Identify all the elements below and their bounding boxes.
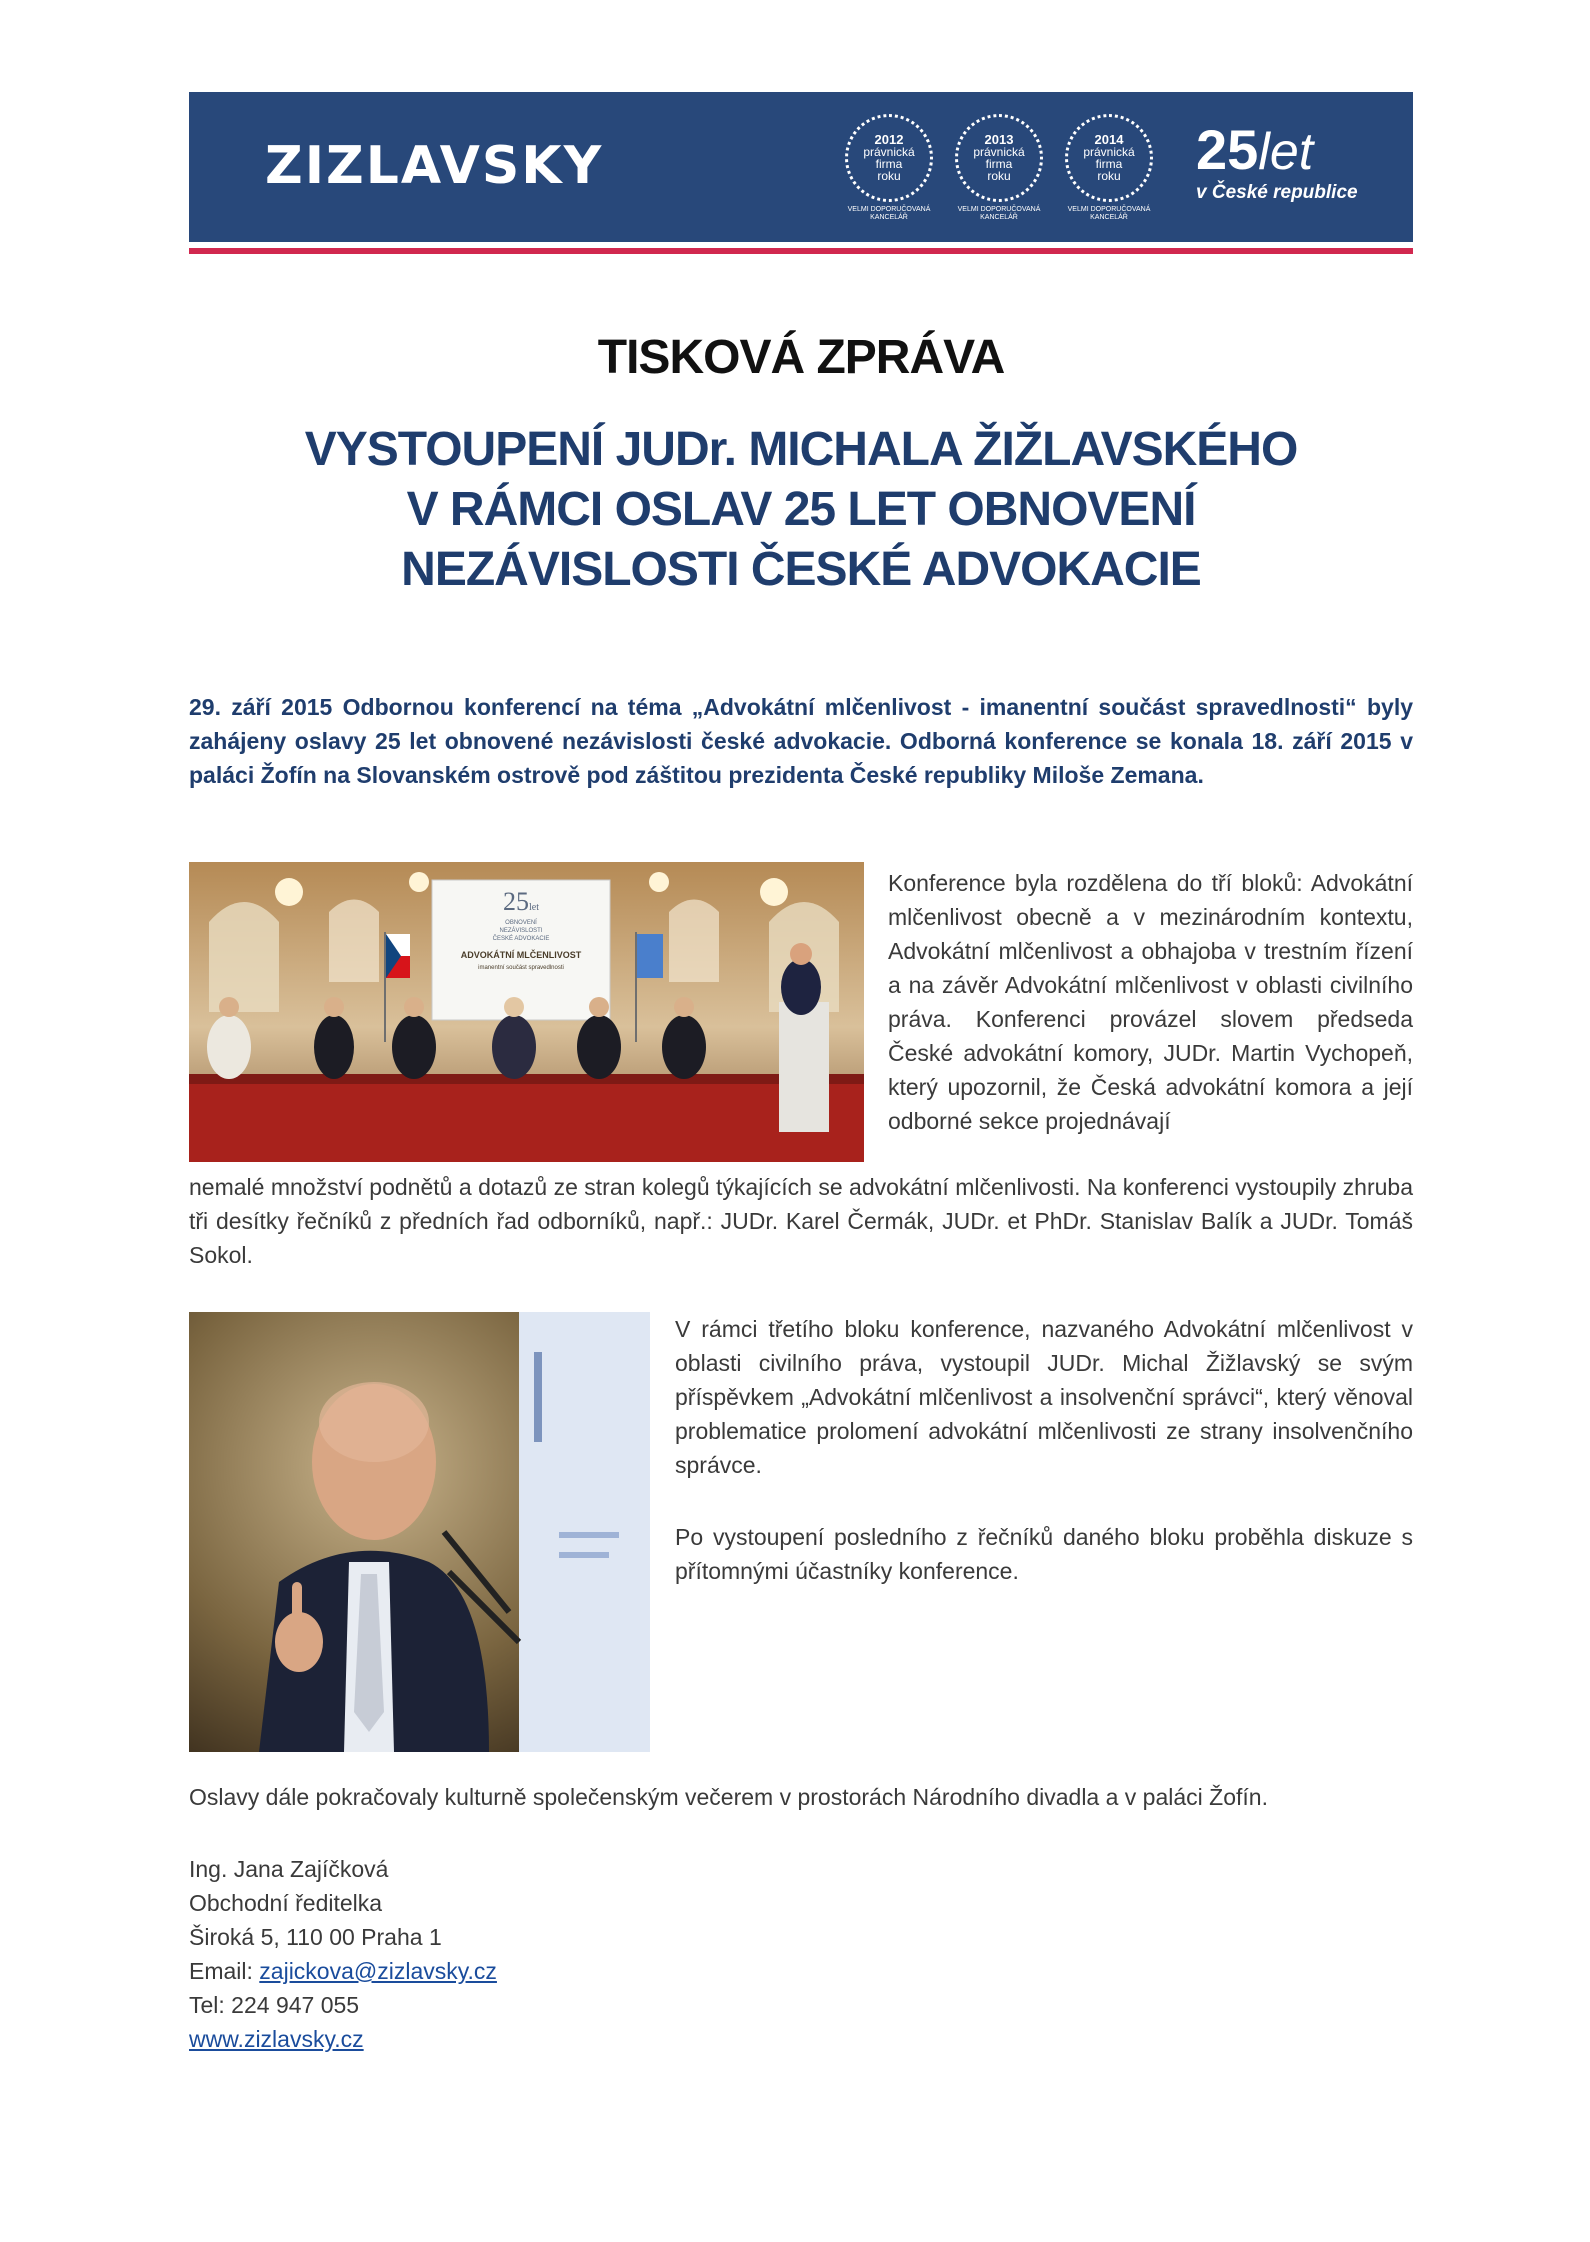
- svg-text:OBNOVENÍ: OBNOVENÍ: [505, 920, 537, 926]
- website-link[interactable]: www.zizlavsky.cz: [189, 2026, 364, 2052]
- lead-paragraph: 29. září 2015 Odbornou konferencí na téma „Advokátní mlčenlivost - imanentní součást spravedlnosti“ byly zahájeny oslavy 25 let obnovené nezávislosti české advokacie. Odborná konference se konala 18. září 2015 v paláci Žofín na Slovanském ostrově pod záštitou prezidenta České republiky Miloše Zemana.: [189, 694, 1413, 788]
- third-block-paragraph: V rámci třetího bloku konference, nazvaného Advokátní mlčenlivost v oblasti civilního práva, vystoupil JUDr. Michal Žižlavský se svým příspěvkem „Advokátní mlčenlivost a insolvenční správci“, který věnoval problematice prolomení advokátní mlčenlivosti ze strany insolvenčního správce.: [675, 1316, 1413, 1478]
- contact-email-row: [189, 1954, 497, 1988]
- award-badge-2012: 2012 právnická firma roku VELMI DOPORUČOVANÁ KANCELÁŘ: [844, 114, 934, 222]
- contact-phone: Tel: 224 947 055: [189, 1992, 360, 2018]
- discussion-paragraph: Po vystoupení posledního z řečníků daného bloku proběhla diskuze s přítomnými účastníky konference.: [675, 1524, 1413, 1584]
- contact-name: Ing. Jana Zajíčková: [189, 1856, 389, 1882]
- document-heading: TISKOVÁ ZPRÁVA: [597, 331, 1005, 384]
- award-badge-2013: 2013 právnická firma roku VELMI DOPORUČOVANÁ KANCELÁŘ: [954, 114, 1044, 222]
- svg-text:25let: 25let: [503, 887, 539, 916]
- speaker-portrait-photo: [189, 1312, 650, 1752]
- award-badge-2014: 2014 právnická firma roku VELMI DOPORUČOVANÁ KANCELÁŘ: [1064, 114, 1154, 222]
- svg-text:NEZÁVISLOSTI: NEZÁVISLOSTI: [499, 928, 543, 934]
- document-subheading: VYSTOUPENÍ JUDr. MICHALA ŽIŽLAVSKÉHO V RÁMCI OSLAV 25 LET OBNOVENÍ NEZÁVISLOSTI ČESKÉ ADVOKACIE: [304, 423, 1298, 596]
- svg-text:ADVOKÁTNÍ MLČENLIVOST: ADVOKÁTNÍ MLČENLIVOST: [460, 950, 582, 960]
- anniversary-mark: 25let v České republice: [1196, 118, 1358, 203]
- header-banner: [189, 92, 1413, 242]
- header-divider: [189, 248, 1413, 254]
- svg-text:imanentní součást spravedlnost: imanentní součást spravedlnosti: [478, 965, 564, 971]
- contact-address: Široká 5, 110 00 Praha 1: [189, 1924, 442, 1950]
- company-logo: ZIZLAVSKY: [265, 136, 604, 196]
- conference-speakers-paragraph: nemalé množství podnětů a dotazů ze stran kolegů týkajících se advokátní mlčenlivosti. Na konferenci vystoupily zhruba tři desítky řečníků z předních řad odborníků, např.: JUDr. Karel Čermák, JUDr. et PhDr. Stanislav Balík a JUDr. Tomáš Sokol.: [189, 1174, 1413, 1268]
- conference-blocks-paragraph: Konference byla rozdělena do tří bloků: Advokátní mlčenlivost obecně a v mezinárodním kontextu, Advokátní mlčenlivost a obhajoba v trestním řízení a na závěr Advokátní mlčenlivost v oblasti civilního práva. Konferenci provázel slovem předseda České advokátní komory, JUDr. Martin Vychopeň, který upozornil, že Česká advokátní komora a její odborné sekce projednávají: [888, 870, 1413, 1134]
- contact-role: Obchodní ředitelka: [189, 1890, 383, 1916]
- contact-block: [189, 1852, 497, 2056]
- email-label: Email:: [189, 1958, 260, 1984]
- conference-panel-photo: [189, 862, 864, 1162]
- celebration-paragraph: Oslavy dále pokračovaly kulturně společenským večerem v prostorách Národního divadla a v paláci Žofín.: [189, 1784, 1268, 1810]
- email-link[interactable]: zajickova@zizlavsky.cz: [259, 1958, 497, 1984]
- svg-text:ČESKÉ ADVOKACIE: ČESKÉ ADVOKACIE: [492, 936, 550, 942]
